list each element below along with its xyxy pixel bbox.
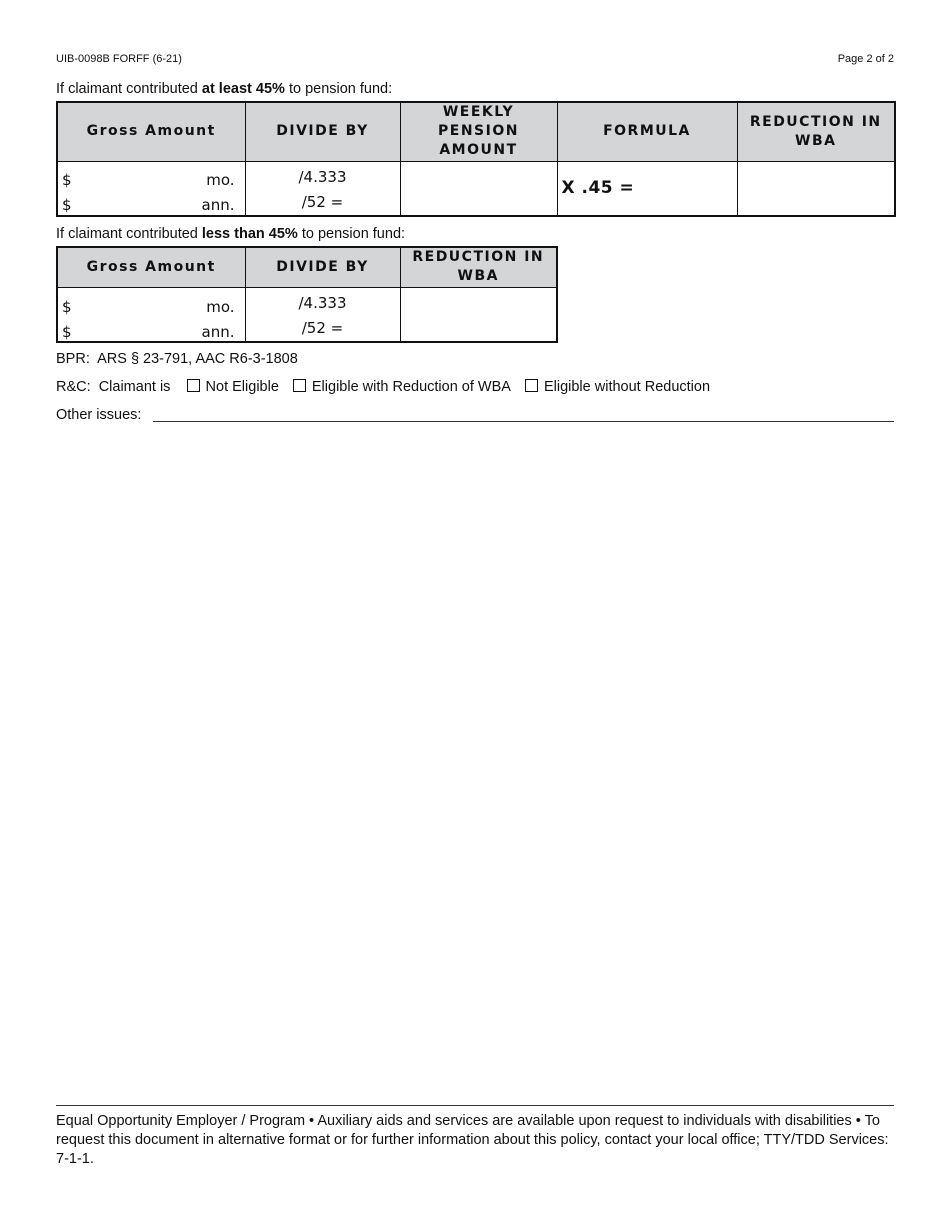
option-eligible-without-reduction-label: Eligible without Reduction [543, 379, 711, 395]
currency-ann: $ [62, 322, 72, 341]
col-reduction-in-wba: REDUCTION IN WBA [737, 102, 895, 161]
checkbox-eligible-without-reduction[interactable] [525, 379, 538, 392]
other-issues-field[interactable] [153, 421, 894, 422]
rc-label: R&C: Claimant is [56, 379, 171, 395]
col-formula: FORMULA [557, 102, 737, 161]
divide-mo: /4.333 [298, 293, 347, 312]
divide-ann: /52 = [301, 192, 344, 211]
section2-intro-pre: If claimant contributed [56, 226, 202, 242]
currency-mo: $ [62, 170, 72, 189]
bpr-line: BPR: ARS § 23-791, AAC R6-3-1808 [56, 351, 298, 367]
section2-intro-bold: less than 45% [201, 226, 298, 242]
section1-intro-post: to pension fund: [284, 81, 393, 97]
divide-mo: /4.333 [298, 167, 347, 186]
gross-amount-cell[interactable] [57, 161, 245, 216]
footer-notice: Equal Opportunity Employer / Program • Auxiliary aids and services are available upon request to individuals with disabilities • To request this document in alternative format or for further information about this policy, contact your local office; TTY/TDD Services: 7-1-1. [56, 1113, 889, 1167]
other-issues-label: Other issues: [56, 407, 142, 423]
option-eligible-without-reduction[interactable] [525, 379, 710, 395]
option-eligible-with-reduction-label: Eligible with Reduction of WBA [311, 379, 511, 395]
col-gross-amount: Gross Amount [57, 247, 245, 287]
reduction-in-wba-cell[interactable] [400, 287, 557, 342]
divide-ann: /52 = [301, 318, 344, 337]
pension-table-less-than-45 [56, 246, 558, 343]
option-eligible-with-reduction[interactable] [293, 379, 511, 395]
divide-by-cell [245, 161, 400, 216]
checkbox-not-eligible[interactable] [187, 379, 200, 392]
option-not-eligible-label: Not Eligible [205, 379, 279, 395]
weekly-pension-amount-cell[interactable] [400, 161, 557, 216]
unit-ann: ann. [201, 195, 235, 214]
checkbox-eligible-with-reduction[interactable] [293, 379, 306, 392]
col-weekly-pension-amount: WEEKLY PENSION AMOUNT [400, 102, 557, 161]
unit-ann: ann. [201, 322, 235, 341]
pension-table-at-least-45 [56, 101, 896, 217]
col-divide-by: DIVIDE BY [245, 102, 400, 161]
form-id: UIB-0098B FORFF (6-21) [56, 53, 182, 65]
col-divide-by: DIVIDE BY [245, 247, 400, 287]
unit-mo: mo. [206, 170, 235, 189]
section2-intro [56, 226, 405, 242]
unit-mo: mo. [206, 297, 235, 316]
reduction-in-wba-cell[interactable] [737, 161, 895, 216]
col-reduction-in-wba: REDUCTION IN WBA [400, 247, 557, 287]
footer-divider [56, 1105, 894, 1106]
section1-intro-pre: If claimant contributed [56, 81, 202, 97]
gross-amount-cell[interactable] [57, 287, 245, 342]
option-not-eligible[interactable] [187, 379, 279, 395]
rc-line [56, 379, 724, 395]
formula-cell: X .45 = [557, 161, 737, 216]
page-number: Page 2 of 2 [837, 53, 894, 65]
divide-by-cell [245, 287, 400, 342]
currency-mo: $ [62, 297, 72, 316]
section2-intro-post: to pension fund: [297, 226, 406, 242]
section1-intro-bold: at least 45% [201, 81, 285, 97]
col-gross-amount: Gross Amount [57, 102, 245, 161]
section1-intro [56, 81, 392, 97]
currency-ann: $ [62, 195, 72, 214]
